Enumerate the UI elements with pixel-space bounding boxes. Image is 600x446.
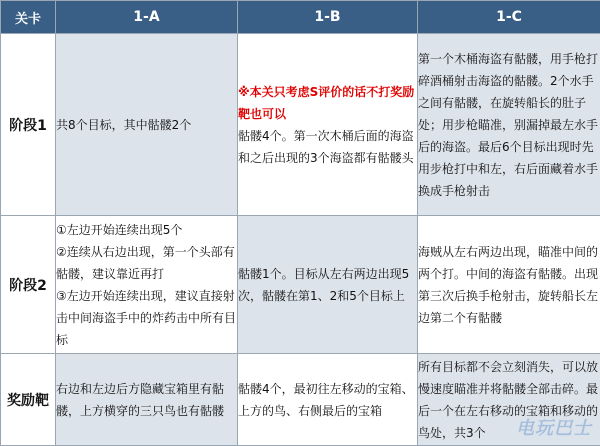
stage2-row bbox=[1, 216, 600, 354]
stage1-1b-warning: ※本关只考虑S评价的话不打奖励靶也可以 bbox=[238, 84, 415, 121]
header-corner: 关卡 bbox=[1, 1, 56, 34]
stage1-1a-cell: 共8个目标，其中骷髅2个 bbox=[56, 34, 238, 216]
watermark: 电玩巴士 bbox=[516, 418, 592, 439]
stage2-1a-cell bbox=[56, 216, 238, 354]
stage1-row bbox=[1, 34, 600, 216]
stage2-1a-line-1: ①左边开始连续出现5个 bbox=[56, 222, 183, 237]
bonus-1c-cell: 所有目标都不会立刻消失，可以放慢速度瞄准并将骷髅全部击碎。最后一个在左右移动的宝箱和移动的鸟处，共3个 bbox=[418, 354, 600, 446]
stage2-1a-line-2: ②连续从右边出现，第一个头部有骷髅，建议靠近再打 bbox=[56, 244, 235, 281]
stage1-1c-cell: 第一个木桶海盗有骷髅，用手枪打碎酒桶射击海盗的骷髅。2个水手之间有骷髅，在旋转船长的肚子处；用步枪瞄准，别漏掉最左水手后的海盗。最后6个目标出现时先用步枪打中和左，右后面藏着水手换成手枪射击 bbox=[418, 34, 600, 216]
header-1a: 1-A bbox=[56, 1, 238, 34]
header-1b: 1-B bbox=[238, 1, 418, 34]
stage1-label: 阶段1 bbox=[1, 34, 56, 216]
header-1c: 1-C bbox=[418, 1, 600, 34]
stage2-label: 阶段2 bbox=[1, 216, 56, 354]
stage2-1c-cell: 海贼从左右两边出现，瞄准中间的两个打。中间的海盗有骷髅。出现第三次后换手枪射击，旋转船长左边第二个有骷髅 bbox=[418, 216, 600, 354]
stage1-1b-text: 骷髅4个。第一次木桶后面的海盗和之后出现的3个海盗都有骷髅头 bbox=[238, 128, 414, 165]
stage2-1a-line-3: ③左边开始连续出现，建议直接射击中间海盗手中的炸药击中所有目标 bbox=[56, 288, 237, 347]
bonus-1a-cell: 右边和左边后方隐藏宝箱里有骷髅，上方横穿的三只鸟也有骷髅 bbox=[56, 354, 238, 446]
bonus-row bbox=[1, 354, 600, 446]
header-row bbox=[1, 1, 600, 34]
stage2-1b-cell: 骷髅1个。目标从左右两边出现5次，骷髅在第1、2和5个目标上 bbox=[238, 216, 418, 354]
stage1-1b-cell bbox=[238, 34, 418, 216]
bonus-label: 奖励靶 bbox=[1, 354, 56, 446]
bonus-1b-cell: 骷髅4个，最初往左移动的宝箱、上方的鸟、右侧最后的宝箱 bbox=[238, 354, 418, 446]
